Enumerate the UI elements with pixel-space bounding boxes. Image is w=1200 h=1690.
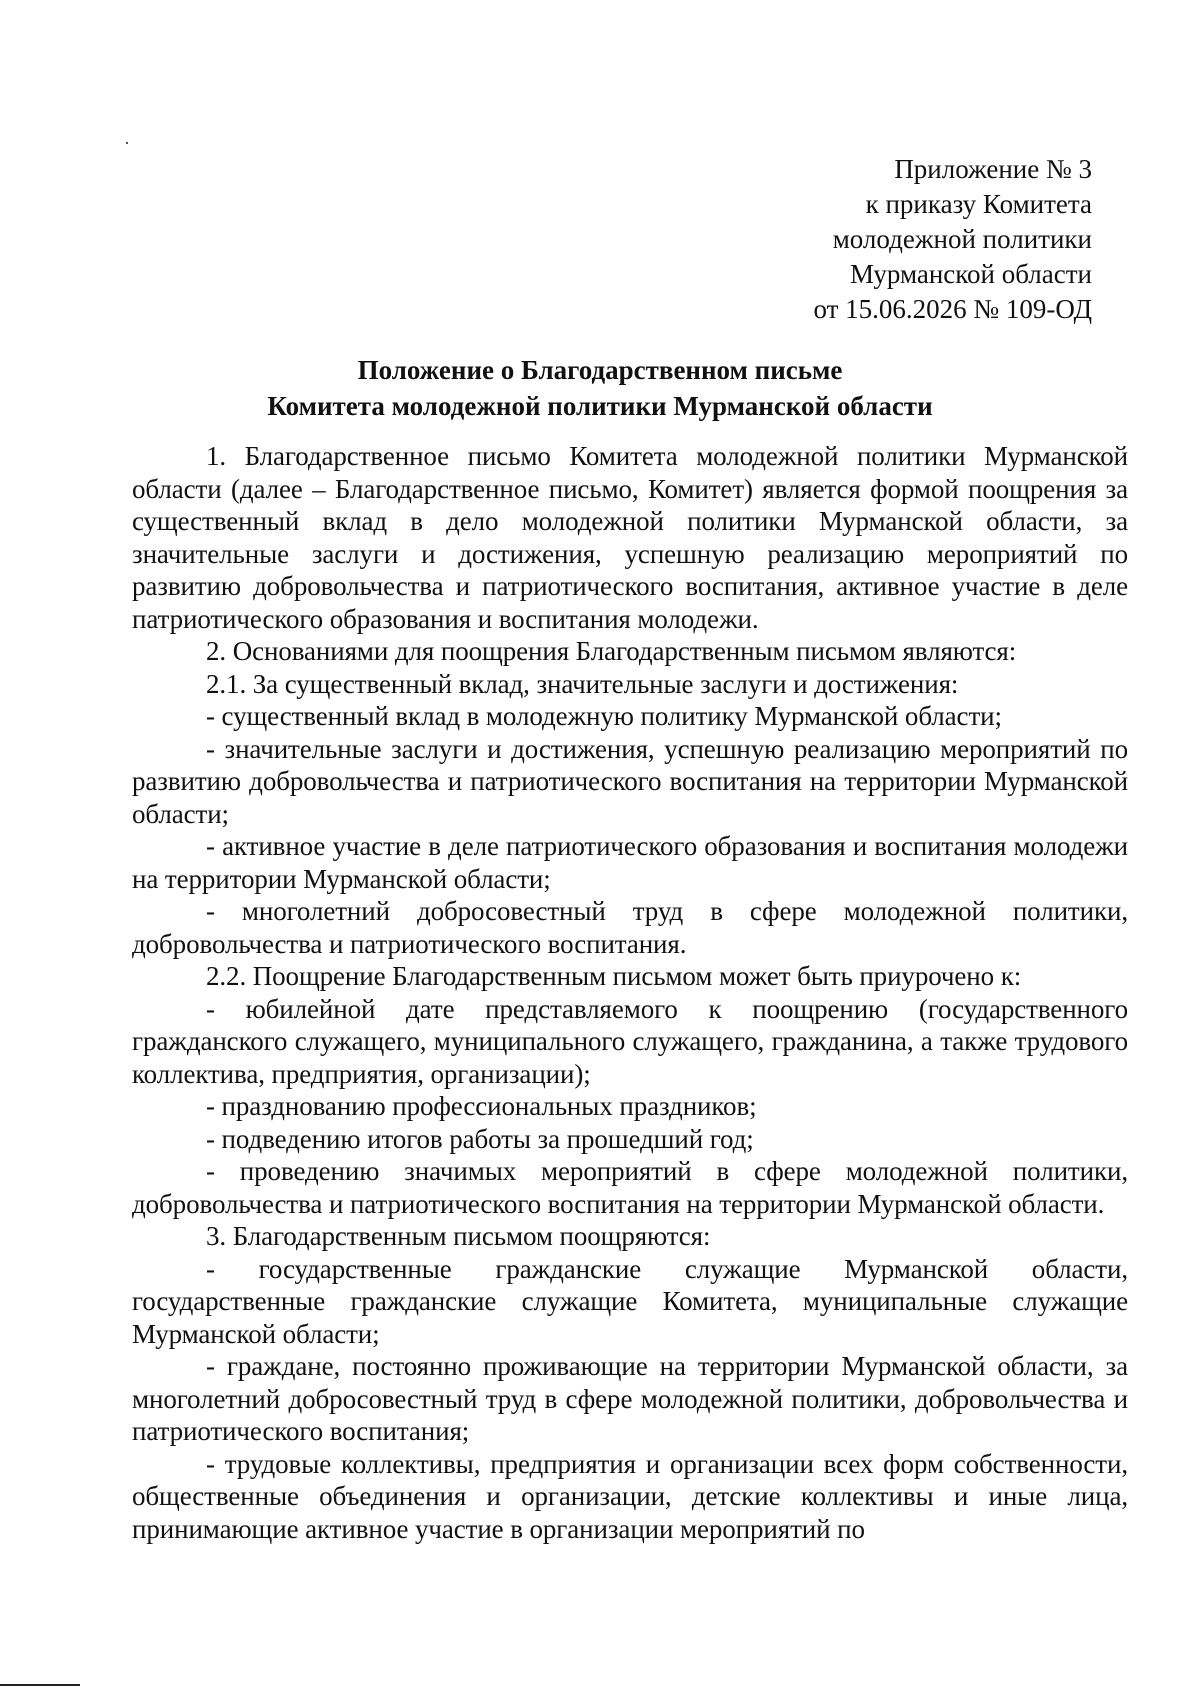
paragraph: - трудовые коллективы, предприятия и организации всех форм собственности, общественные объединения и организации, детские коллективы и иные лица, принимающие активное участие в организации мероприятий по <box>132 1448 1128 1544</box>
paragraph: - празднованию профессиональных праздников; <box>206 1091 757 1121</box>
paragraph: 3. Благодарственным письмом поощряются: <box>206 1221 711 1251</box>
document-title <box>0 352 1200 424</box>
paragraph: - значительные заслуги и достижения, успешную реализацию мероприятий по развитию добровольчества и патриотического воспитания на территории Мурманской области; <box>132 733 1128 829</box>
appendix-order-ref: к приказу Комитета <box>865 189 1092 219</box>
paragraph: - активное участие в деле патриотического образования и воспитания молодежи на территории Мурманской области; <box>132 831 1128 894</box>
paragraph: - проведению значимых мероприятий в сфере молодежной политики, добровольчества и патриотического воспитания на территории Мурманской области. <box>132 1156 1128 1219</box>
appendix-header <box>813 152 1092 327</box>
scan-speck <box>126 142 128 144</box>
paragraph: 2.2. Поощрение Благодарственным письмом может быть приурочено к: <box>206 961 1022 991</box>
title-line-1: Положение о Благодарственном письме <box>357 355 843 385</box>
paragraph: 1. Благодарственное письмо Комитета молодежной политики Мурманской области (далее – Благодарственное письмо, Комитет) является формой поощрения за существенный вклад в дело молодежной политики Мурманской области, за значительные заслуги и достижения, успешную реализацию мероприятий по развитию добровольчества и патриотического воспитания, активное участие в деле патриотического образования и воспитания молодежи. <box>132 441 1128 634</box>
scan-edge-mark <box>0 1684 80 1686</box>
title-line-2: Комитета молодежной политики Мурманской области <box>267 391 933 421</box>
appendix-region: Мурманской области <box>850 259 1092 289</box>
document-body <box>132 440 1128 1545</box>
appendix-committee: молодежной политики <box>832 224 1092 254</box>
paragraph: - многолетний добросовестный труд в сфере молодежной политики, добровольчества и патриотического воспитания. <box>132 896 1128 959</box>
appendix-number: Приложение № 3 <box>894 154 1092 184</box>
paragraph: 2. Основаниями для поощрения Благодарственным письмом являются: <box>206 636 1017 666</box>
paragraph: - подведению итогов работы за прошедший год; <box>206 1123 754 1154</box>
paragraph: - граждане, постоянно проживающие на территории Мурманской области, за многолетний добросовестный труд в сфере молодежной политики, добровольчества и патриотического воспитания; <box>132 1351 1128 1446</box>
paragraph: 2.1. За существенный вклад, значительные заслуги и достижения: <box>206 668 959 699</box>
paragraph: - юбилейной дате представляемого к поощрению (государственного гражданского служащего, муниципального служащего, гражданина, а также трудового коллектива, предприятия, организации); <box>132 993 1128 1089</box>
paragraph: - государственные гражданские служащие Мурманской области, государственные гражданские служащие Комитета, муниципальные служащие Мурманской области; <box>132 1253 1128 1349</box>
appendix-date-number: от 15.06.2026 № 109-ОД <box>813 294 1092 324</box>
paragraph: - существенный вклад в молодежную политику Мурманской области; <box>206 701 1002 731</box>
